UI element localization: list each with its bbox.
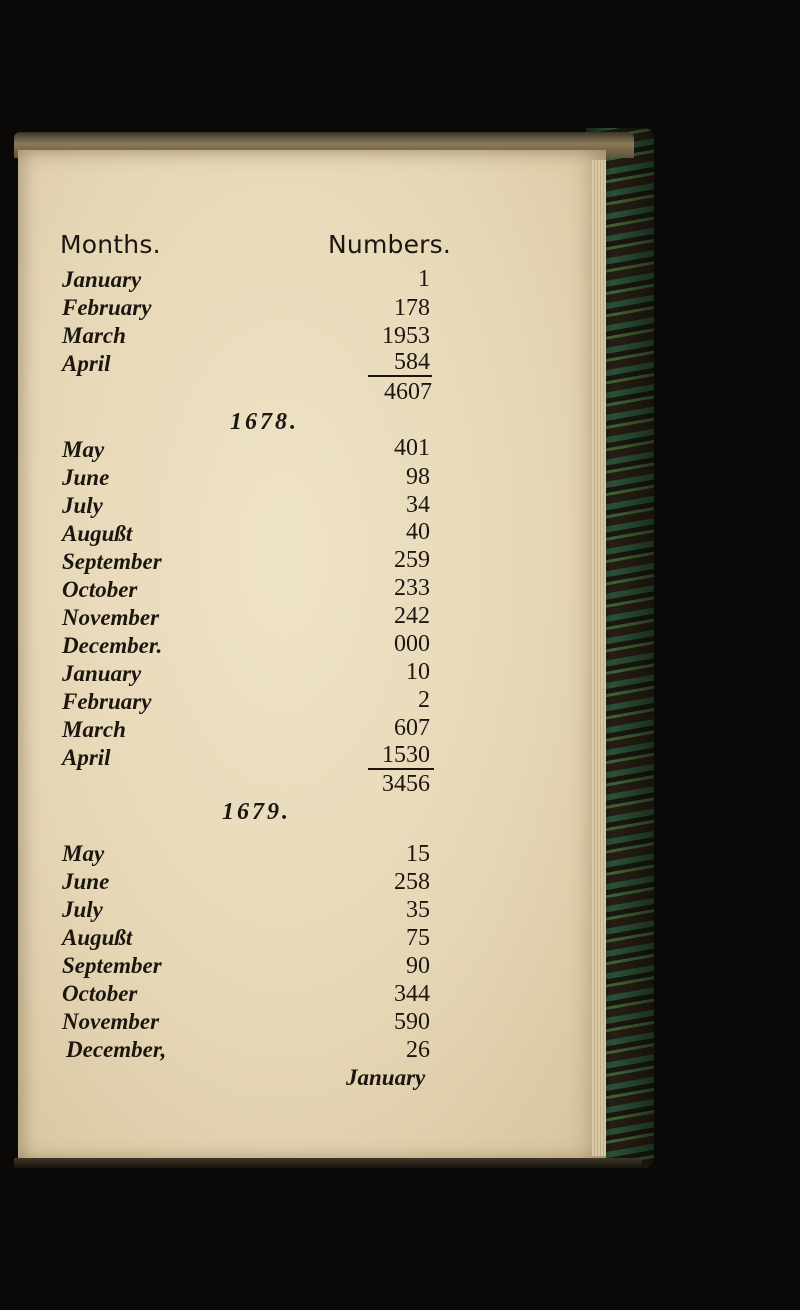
month-number: 607 <box>394 715 430 741</box>
month-number: 90 <box>406 953 430 979</box>
catchword: January <box>346 1065 426 1090</box>
subtotal: 4607 <box>384 379 432 405</box>
month-label: October <box>62 981 138 1006</box>
month-label: Augußt <box>62 925 133 950</box>
month-number: 584 <box>394 349 430 375</box>
month-label: November <box>62 605 160 630</box>
month-number: 401 <box>394 435 430 461</box>
month-label: March <box>62 717 126 742</box>
month-number: 590 <box>394 1009 430 1035</box>
year-label: 1679. <box>222 799 291 825</box>
month-label: May <box>62 841 105 866</box>
month-number: 178 <box>394 295 430 321</box>
month-number: 1530 <box>382 742 430 768</box>
month-label: December. <box>62 633 163 658</box>
month-number: 26 <box>406 1037 430 1063</box>
month-number: 259 <box>394 547 430 573</box>
page-edge <box>592 160 606 1156</box>
month-label: July <box>62 897 103 922</box>
month-number: 2 <box>418 687 430 713</box>
month-number: 000 <box>394 631 430 657</box>
year-label: 1678. <box>230 409 299 435</box>
month-number: 35 <box>406 897 430 923</box>
month-label: March <box>62 323 126 348</box>
month-number: 98 <box>406 464 430 490</box>
month-label: September <box>62 953 162 978</box>
month-label: January <box>62 267 142 292</box>
month-label: September <box>62 549 162 574</box>
month-number: 1 <box>418 266 430 292</box>
subtotal-rule <box>368 768 434 770</box>
month-label: December, <box>66 1037 167 1062</box>
subtotal: 3456 <box>382 771 430 797</box>
month-label: February <box>62 295 152 320</box>
month-number: 10 <box>406 659 430 685</box>
month-number: 233 <box>394 575 430 601</box>
month-label: Augußt <box>62 521 133 546</box>
month-number: 258 <box>394 869 430 895</box>
month-label: April <box>62 745 111 770</box>
month-number: 15 <box>406 841 430 867</box>
month-label: May <box>62 437 105 462</box>
month-label: July <box>62 493 103 518</box>
month-number: 40 <box>406 519 430 545</box>
month-label: April <box>62 351 111 376</box>
month-label: June <box>62 465 110 490</box>
numbers-header: Numbers. <box>328 230 451 259</box>
month-number: 1953 <box>382 323 430 349</box>
month-label: February <box>62 689 152 714</box>
month-label: June <box>62 869 110 894</box>
month-number: 75 <box>406 925 430 951</box>
months-header: Months. <box>60 230 161 259</box>
month-label: November <box>62 1009 160 1034</box>
month-label: October <box>62 577 138 602</box>
month-number: 242 <box>394 603 430 629</box>
subtotal-rule <box>368 375 432 377</box>
month-number: 34 <box>406 492 430 518</box>
month-label: January <box>62 661 142 686</box>
month-number: 344 <box>394 981 430 1007</box>
